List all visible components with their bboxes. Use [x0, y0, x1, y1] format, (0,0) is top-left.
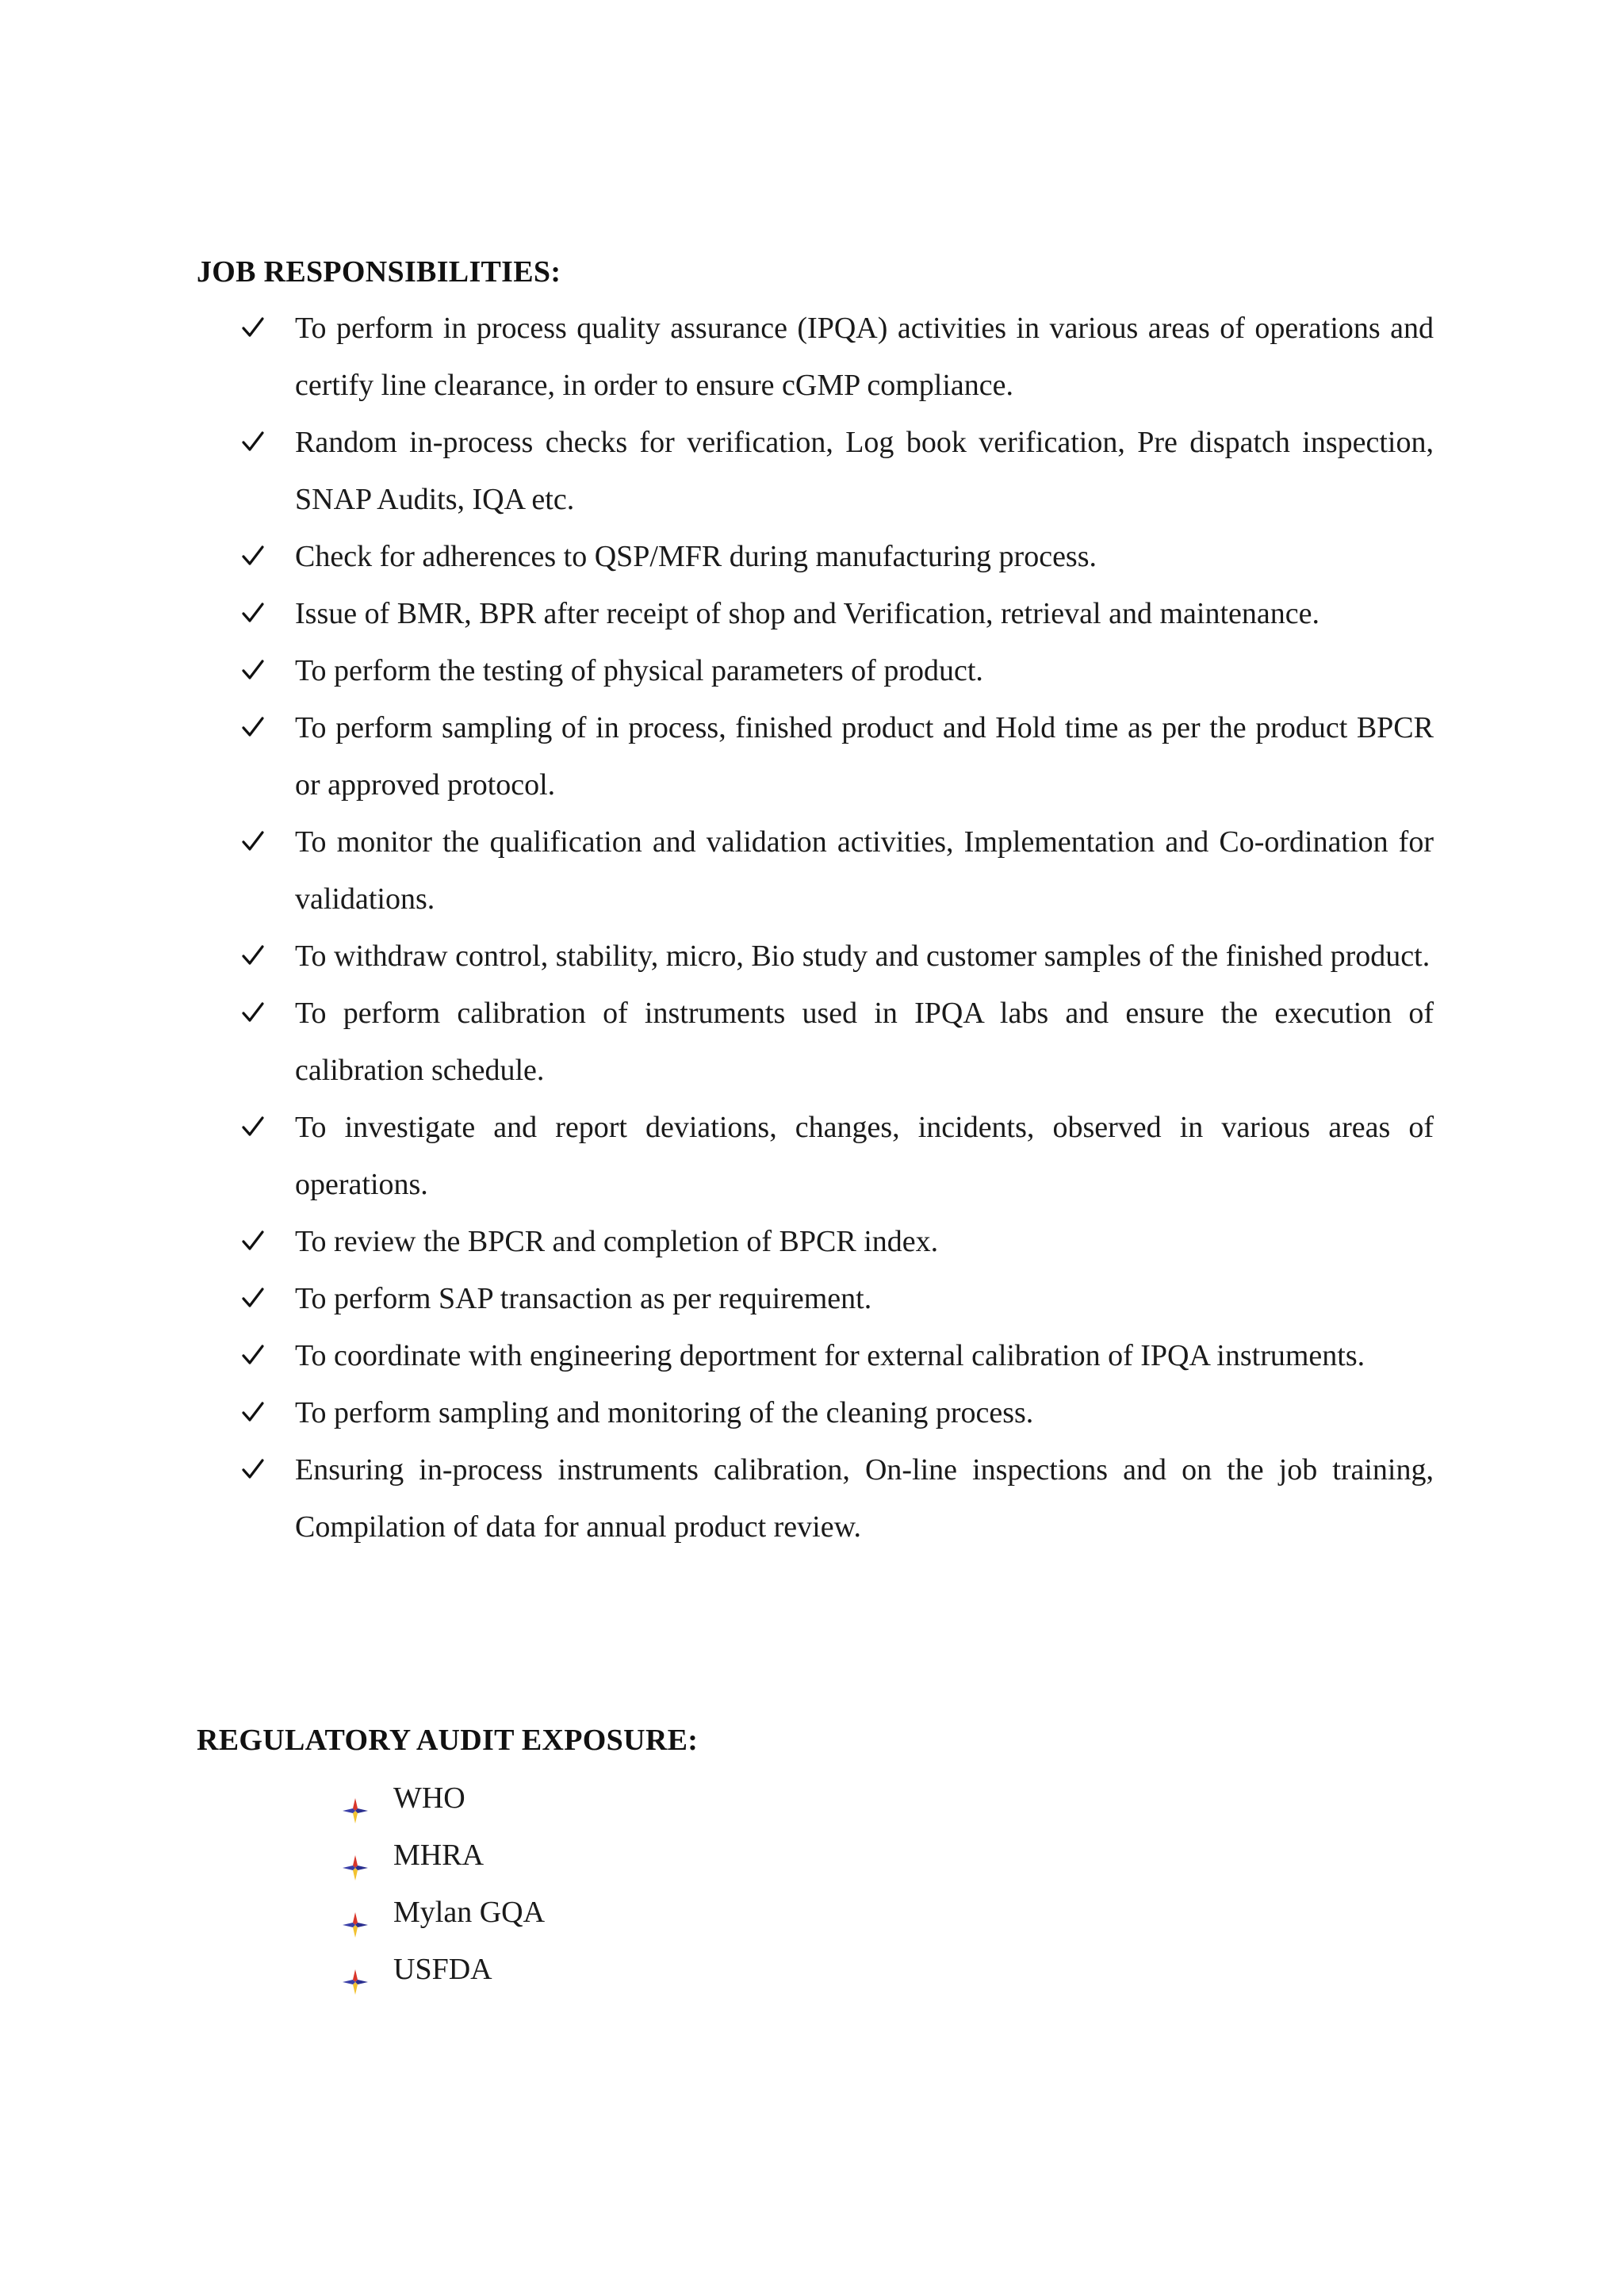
checkmark-icon: [241, 1327, 273, 1384]
checkmark-icon: [241, 642, 273, 699]
list-item: [238, 642, 1434, 699]
list-item-text: To withdraw control, stability, micro, Bio study and customer samples of the finished product.: [295, 939, 1431, 973]
list-item: [238, 1327, 1434, 1384]
list-item: [238, 528, 1434, 585]
list-item: [238, 300, 1434, 414]
four-point-star-icon: [343, 1843, 368, 1868]
list-item-text: To perform SAP transaction as per requirement.: [295, 1282, 872, 1315]
list-item: [343, 1884, 545, 1941]
checkmark-icon: [241, 813, 273, 871]
list-item-text: To perform sampling of in process, finished product and Hold time as per the product BPCR or approved protocol.: [295, 711, 1434, 802]
job-responsibilities-heading: JOB RESPONSIBILITIES:: [197, 255, 561, 289]
checkmark-icon: [241, 1213, 273, 1270]
checkmark-icon: [241, 928, 273, 985]
list-item-text: MHRA: [393, 1839, 485, 1872]
list-item-text: To perform in process quality assurance (IPQA) activities in various areas of operations and certify line clearance, in order to ensure cGMP compliance.: [295, 312, 1434, 402]
list-item: [238, 1099, 1434, 1213]
four-point-star-icon: [343, 1900, 368, 1925]
list-item: [238, 928, 1434, 985]
list-item: [238, 813, 1434, 928]
list-item-text: To perform calibration of instruments used in IPQA labs and ensure the execution of calibration schedule.: [295, 997, 1434, 1087]
checkmark-icon: [241, 1099, 273, 1156]
list-item: [343, 1827, 545, 1884]
checkmark-icon: [241, 1270, 273, 1327]
list-item-text: To investigate and report deviations, changes, incidents, observed in various areas of operations.: [295, 1111, 1434, 1201]
four-point-star-icon: [343, 1785, 368, 1811]
list-item: [238, 985, 1434, 1099]
four-point-star-icon: [343, 1957, 368, 1982]
checkmark-icon: [241, 699, 273, 756]
list-item: [343, 1770, 545, 1827]
list-item: [238, 1213, 1434, 1270]
list-item: [238, 585, 1434, 642]
list-item-text: To monitor the qualification and validation activities, Implementation and Co-ordination for validations.: [295, 825, 1434, 916]
list-item-text: Check for adherences to QSP/MFR during manufacturing process.: [295, 540, 1097, 573]
checkmark-icon: [241, 1384, 273, 1441]
list-item: [238, 699, 1434, 813]
regulatory-audit-heading: REGULATORY AUDIT EXPOSURE:: [197, 1724, 699, 1757]
list-item-text: WHO: [393, 1781, 465, 1815]
list-item-text: To perform the testing of physical parameters of product.: [295, 654, 983, 687]
checkmark-icon: [241, 985, 273, 1042]
list-item: [238, 1441, 1434, 1556]
list-item-text: Random in-process checks for verification, Log book verification, Pre dispatch inspection, SNAP Audits, IQA etc.: [295, 426, 1434, 516]
list-item: [238, 414, 1434, 528]
regulatory-audit-list: [343, 1770, 545, 1998]
list-item-text: Issue of BMR, BPR after receipt of shop and Verification, retrieval and maintenance.: [295, 597, 1320, 630]
checkmark-icon: [241, 585, 273, 642]
checkmark-icon: [241, 1441, 273, 1498]
list-item: [238, 1270, 1434, 1327]
list-item-text: To review the BPCR and completion of BPCR index.: [295, 1225, 939, 1258]
checkmark-icon: [241, 528, 273, 585]
list-item-text: Mylan GQA: [393, 1896, 546, 1929]
job-responsibilities-list: [238, 300, 1434, 1556]
list-item: [238, 1384, 1434, 1441]
list-item-text: To coordinate with engineering deportment for external calibration of IPQA instruments.: [295, 1339, 1365, 1372]
list-item: [343, 1941, 545, 1998]
list-item-text: Ensuring in-process instruments calibration, On-line inspections and on the job training, Compilation of data for annual product review.: [295, 1453, 1434, 1544]
checkmark-icon: [241, 300, 273, 357]
checkmark-icon: [241, 414, 273, 471]
list-item-text: USFDA: [393, 1953, 492, 1986]
list-item-text: To perform sampling and monitoring of the cleaning process.: [295, 1396, 1034, 1429]
